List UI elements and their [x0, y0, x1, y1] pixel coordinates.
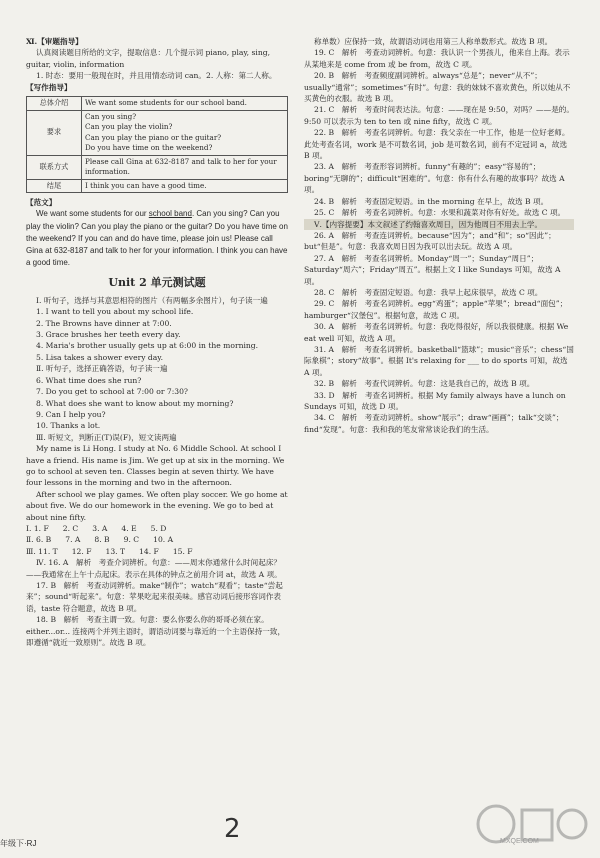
passage-paragraph: After school we play games. We often play soccer. We go home at about five. We do our homework in the evening. We go to bed at about nine fifty. — [26, 489, 288, 522]
answer: Ⅱ. 6. B — [26, 535, 52, 545]
right-column — [304, 36, 574, 435]
explanation: 24. B 解析 考查固定短语。in the morning 在早上，故选 B 项。 — [314, 196, 549, 206]
left-column — [26, 36, 288, 648]
explanation: 31. A 解析 考查名词辨析。basketball“篮球”；music“音乐”；chess“国际象棋”；story“故事”。根据 It's relaxing for ___ to do sports 可知，故选 A 项。 — [304, 344, 574, 377]
unit-title: Unit 2 单元测试题 — [108, 276, 206, 290]
explanation: Ⅳ. 16. A 解析 考查介词辨析。句意：——周末你通常什么时间起床？——我通常在上午十点起床。表示在具体的钟点之前用介词 at，故选 A 项。 — [26, 558, 282, 579]
table-cell-value: We want some students for our school band. — [82, 97, 288, 111]
listening-head-2: Ⅱ. 听句子，选择正确答语，句子读一遍 — [36, 364, 168, 374]
list-item: 5. Lisa takes a shower every day. — [36, 352, 163, 362]
section-xi — [26, 36, 288, 82]
list-item: 7. Do you get to school at 7:00 or 7:30? — [36, 387, 188, 397]
table-cell-label: 要求 — [27, 110, 82, 155]
list-item: 8. What does she want to know about my morning? — [36, 398, 234, 408]
listening-head-1: Ⅰ. 听句子，选择与其意思相符的图片（有两幅多余图片），句子读一遍 — [36, 295, 268, 305]
answer: 10. A — [153, 535, 174, 545]
answer-row — [26, 523, 288, 534]
answer-row — [26, 546, 288, 557]
answer: Ⅲ. 11. T — [26, 546, 58, 556]
table-cell-value: I think you can have a good time. — [82, 179, 288, 193]
explanation: 17. B 解析 考查动词辨析。make“制作”；watch“观看”；taste“尝起来”；sound“听起来”。句意：苹果吃起来很美味。感官动词后接形容词作表语，taste 符合题意，故选 B 项。 — [26, 581, 283, 613]
table-cell-label: 总体介绍 — [27, 97, 82, 111]
sample-essay — [26, 208, 288, 269]
table-row — [27, 97, 288, 111]
answer: 5. D — [150, 523, 167, 533]
xi-step: 1. 时态：要用一般现在时，并且用情态动词 can。2. 人称：第二人称。 — [36, 71, 277, 81]
explanation: 32. B 解析 考查代词辨析。句意：这是我自己的，故选 B 项。 — [314, 379, 535, 389]
list-item: 1. I want to tell you about my school life. — [36, 307, 194, 317]
table-row — [27, 110, 288, 155]
passage-paragraph: My name is Li Hong. I study at No. 6 Middle School. At school I have a friend. His name is Jim. We get up at six in the morning. We go to school at seven ten. Classes begin at seven thirty. We have four lessons in the morning and two in the afternoon. — [26, 444, 285, 488]
essay-text: We want some students for our — [36, 209, 149, 219]
explanation: 34. C 解析 考查动词辨析。show“展示”；draw“画画”；talk“交谈”；find“发现”。句意：我和我的笔友常常谈论我们的生活。 — [304, 413, 564, 434]
list-item: 10. Thanks a lot. — [36, 421, 101, 431]
explanation: 21. C 解析 考查时间表达法。句意：——现在是 9:50，对吗？——是的。9:50 可以表示为 ten to ten 或 nine fifty，故选 C 项。 — [304, 105, 574, 126]
explanation: 称单数）应保持一致，故谓语动词也用第三人称单数形式。故选 B 项。 — [314, 37, 553, 46]
sentence-list — [26, 306, 288, 363]
table-row — [27, 179, 288, 193]
table-line: Do you have time on the weekend? — [85, 143, 213, 153]
explanation: 23. A 解析 考查形容词辨析。funny“有趣的”；easy“容易的”；boring“无聊的”；difficult“困难的”。句意：你有什么有趣的故事吗？故选 A 项。 — [304, 162, 565, 195]
answer: 7. A — [65, 535, 81, 545]
list-item: 2. The Browns have dinner at 7:00. — [36, 318, 172, 328]
explanation: 20. B 解析 考查频度副词辨析。always“总是”；never“从不”；usually“通常”；sometimes“有时”。句意：我的妹妹不喜欢黄色，所以她从不买黄色的衣服。故选 B 项。 — [304, 71, 571, 104]
answer: 3. A — [92, 523, 108, 533]
table-cell-label: 联系方式 — [27, 155, 82, 179]
essay-underlined: school band — [148, 209, 192, 219]
sample-label: 【范文】 — [26, 198, 57, 208]
table-row — [27, 155, 288, 179]
answer: 13. T — [105, 546, 126, 556]
explanation: 22. B 解析 考查名词辨析。句意：我父亲在一中工作，他是一位好老师。此处考查名词，work 是不可数名词，job 是可数名词，前有不定冠词 a，故选 B 项。 — [304, 128, 570, 161]
list-item: 9. Can I help you? — [36, 409, 106, 419]
list-item: 3. Grace brushes her teeth every day. — [36, 330, 181, 340]
explanation: 28. C 解析 考查固定短语。句意：我早上起床很早，故选 C 项。 — [314, 287, 543, 297]
table-line: Can you play the violin? — [85, 122, 173, 132]
question-list — [26, 375, 288, 432]
content-summary: Ⅴ.【内容提要】本文叙述了约翰喜欢周日，因为他周日不用去上学。 — [304, 219, 574, 230]
answer: Ⅰ. 1. F — [26, 523, 49, 533]
explanation: 30. A 解析 考查名词辨析。句意：我吃得很好，所以我很健康。根据 We eat well 可知，故选 A 项。 — [304, 322, 569, 343]
answer: 2. C — [62, 523, 79, 533]
listening-head-3: Ⅲ. 听短文，判断正(T)误(F)，短文读两遍 — [36, 432, 177, 442]
answer: 12. F — [71, 546, 92, 556]
answer: 9. C — [123, 535, 140, 545]
table-cell-value — [82, 110, 288, 155]
outline-table — [26, 96, 288, 193]
essay-text: . Can you sing? Can you play the violin? Can you play the piano or the guitar? Do you have time on the weekend? If you can and do have time, please join us! Please call Gina at 632-8187 and talk to her for your information. I think you can have a good time. — [26, 209, 288, 268]
outline-label: 【写作指导】 — [26, 82, 72, 92]
answer: 8. B — [94, 535, 110, 545]
answer-row — [26, 534, 288, 545]
answer: 15. F — [172, 546, 193, 556]
answer: 14. F — [139, 546, 159, 556]
table-line: Can you sing? — [85, 111, 137, 121]
explanation: 18. B 解析 考查主谓一致。句意：要么你要么你的哥哥必须在家。either...or... 连接两个并列主语时，谓语动词要与靠近的一个主语保持一致，即遵循“就近一致原则”。故选 B 项。 — [26, 615, 286, 648]
page-number: 2 — [224, 814, 241, 844]
xi-label: Ⅺ.【审题指导】 — [26, 37, 83, 46]
footer-label: 年级下·RJ — [0, 839, 37, 848]
table-line: Can you play the piano or the guitar? — [85, 132, 222, 142]
explanation: 33. D 解析 考查名词辨析。根据 My family always have a lunch on Sundays 可知，故选 D 项。 — [304, 390, 566, 411]
explanation: 27. A 解析 考查名词辨析。Monday“周一”；Sunday“周日”；Saturday“周六”；Friday“周五”。根据上文 I like Sundays 可知，故选 A 项。 — [304, 253, 561, 286]
explanation: 29. C 解析 考查名词辨析。egg“鸡蛋”；apple“苹果”；bread“面包”；hamburger“汉堡包”。根据句意，故选 C 项。 — [304, 299, 568, 320]
explanation: 26. A 解析 考查连词辨析。because“因为”；and“和”；so“因此”；but“但是”。句意：我喜欢周日因为我可以出去玩。故选 A 项。 — [304, 230, 556, 252]
explanation: 25. C 解析 考查名词辨析。句意：水果和蔬菜对你有好处。故选 C 项。 — [314, 208, 566, 218]
table-cell-label: 结尾 — [27, 179, 82, 193]
watermark-text: MXQE.COM — [500, 838, 539, 845]
list-item: 4. Maria's brother usually gets up at 6:00 in the morning. — [36, 341, 259, 351]
explanation: 19. C 解析 考查动词辨析。句意：我认识一个男孩儿，他来自上海。表示从某地来是 come from 或 be from，故选 C 项。 — [304, 48, 570, 69]
xi-text: 认真阅读题目所给的文字，提取信息：几个提示词 piano, play, sing, guitar, violin, information — [26, 48, 270, 69]
list-item: 6. What time does she run? — [36, 375, 142, 385]
table-cell-value: Please call Gina at 632-8187 and talk to her for your information. — [82, 155, 288, 179]
answer: 4. E — [121, 523, 137, 533]
